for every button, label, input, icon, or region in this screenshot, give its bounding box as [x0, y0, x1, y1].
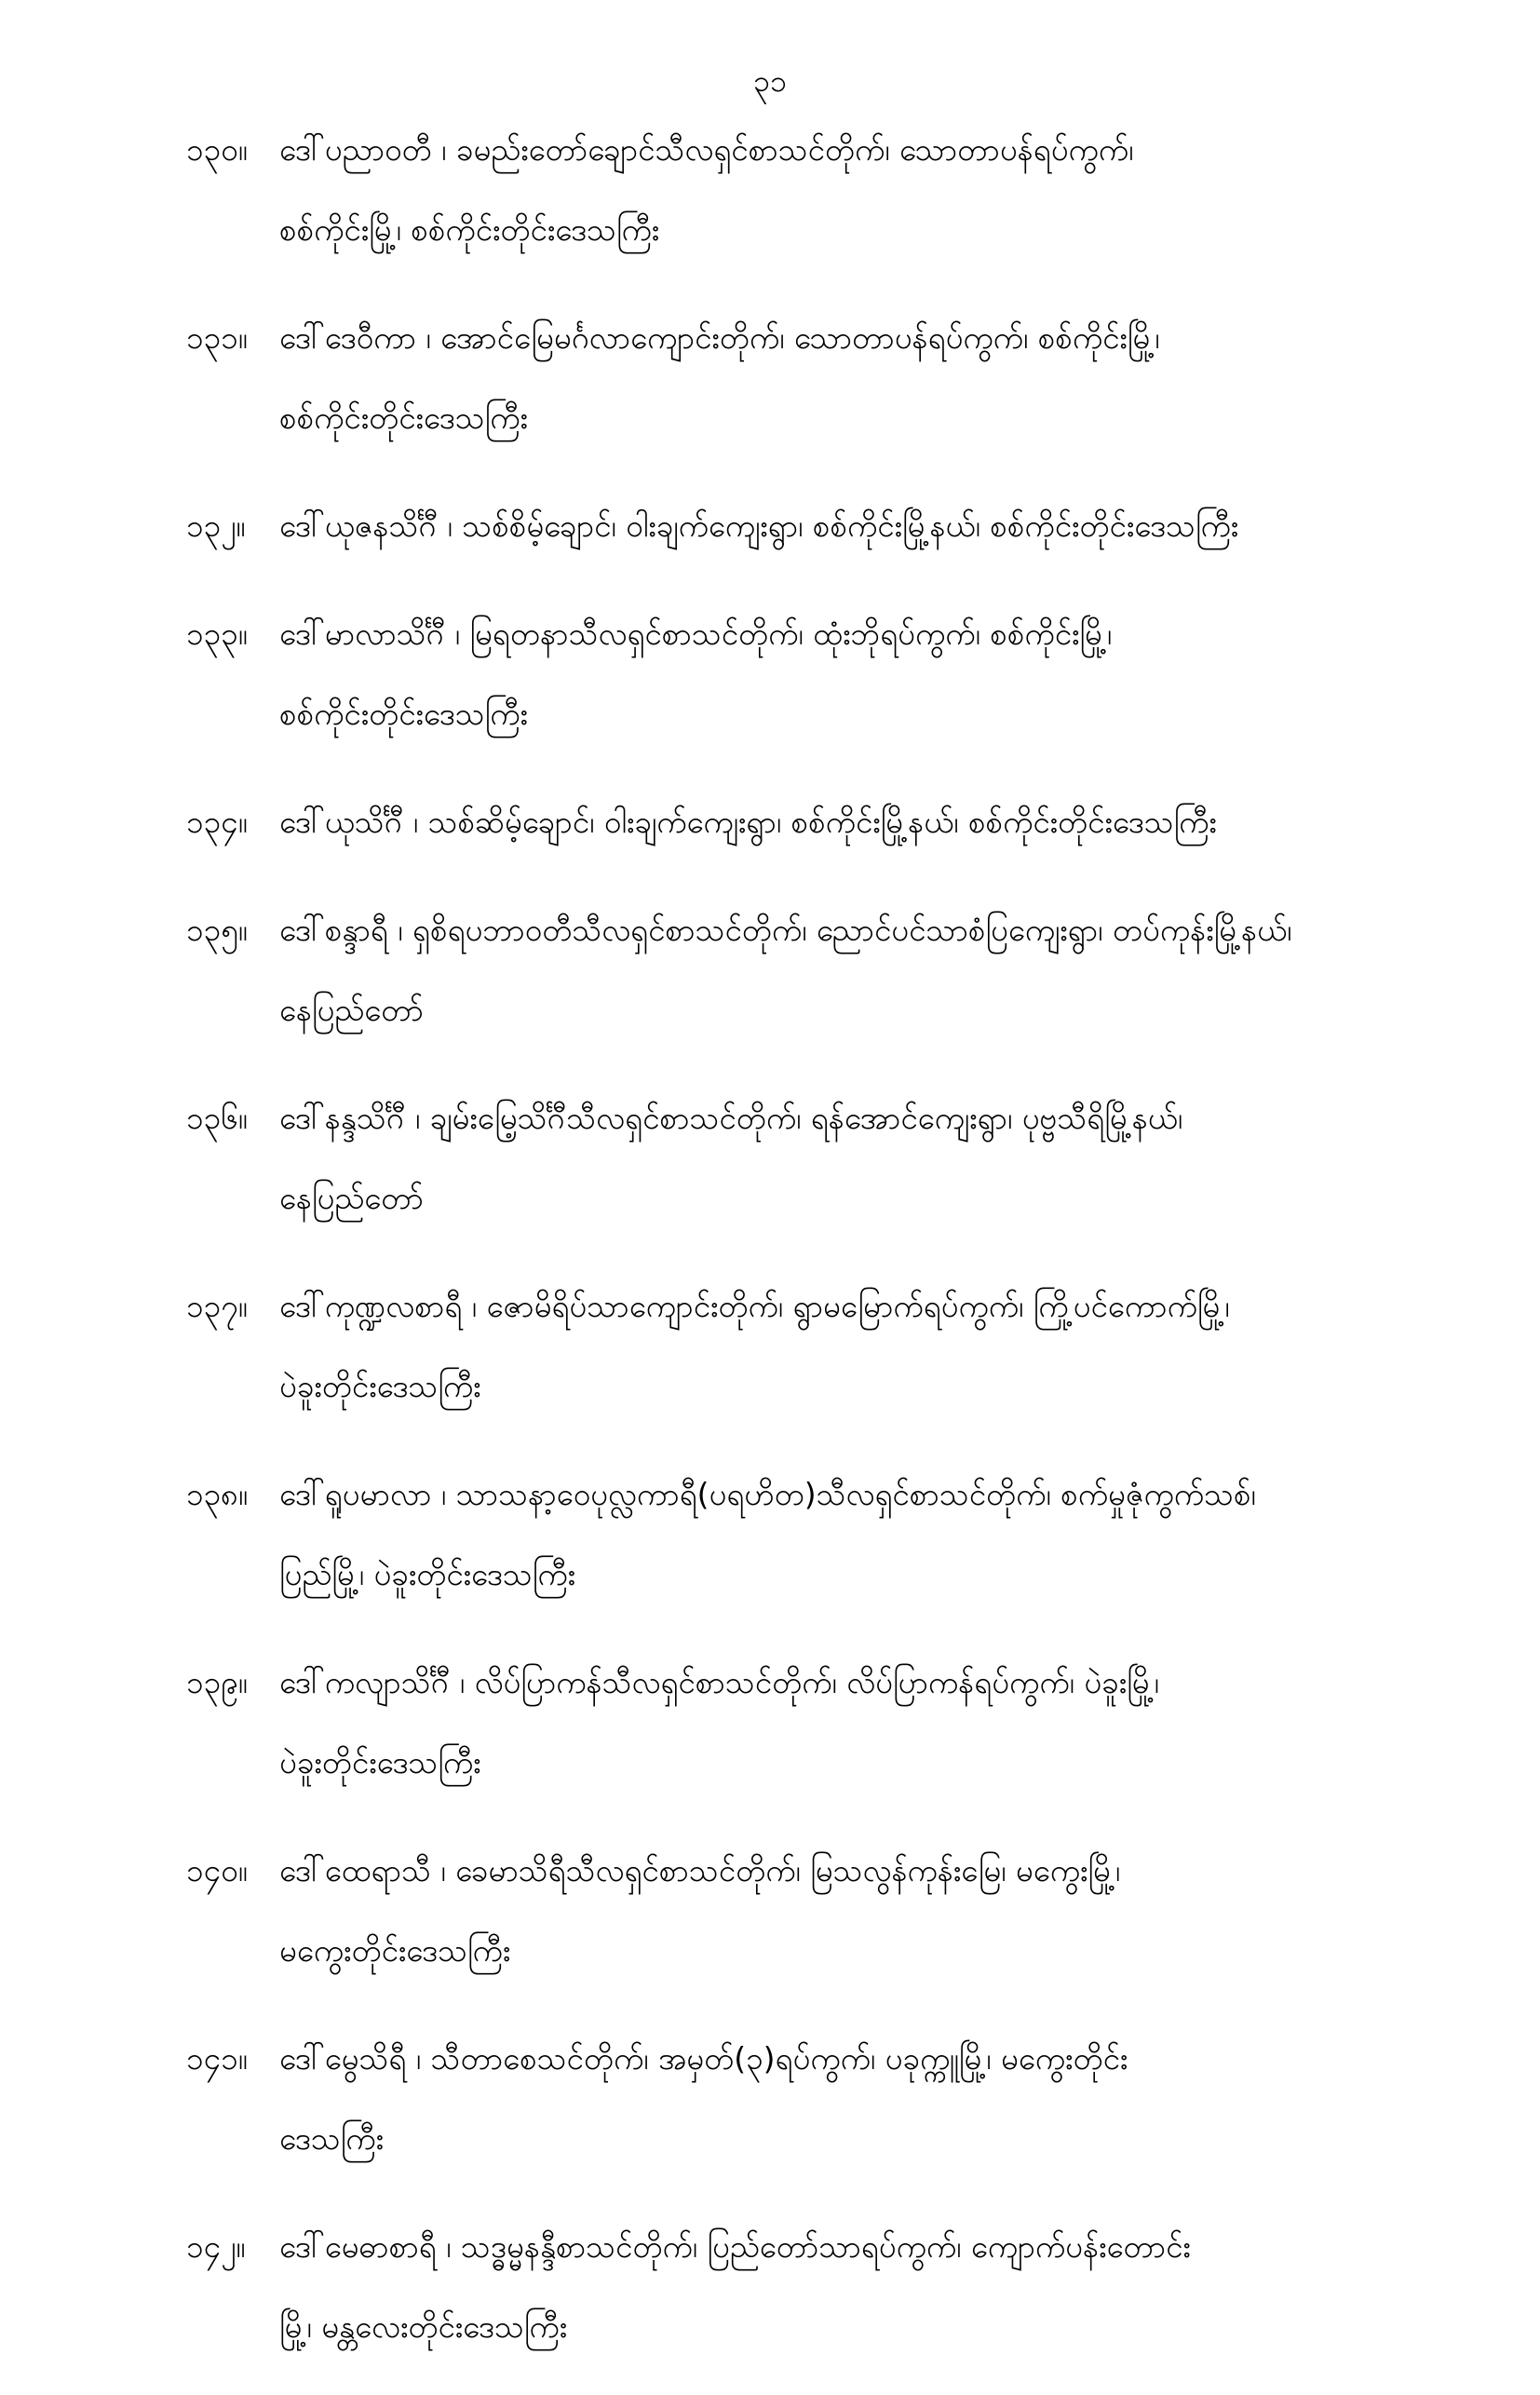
entry-line: ဒေါ်ကလျာသိင်္ဂီ ၊ လိပ်ပြာကန်သီလရှင်စာသင်တိုက်၊ လိပ်ပြာကန်ရပ်ကွက်၊ ပဲခူးမြို့၊ — [279, 1664, 1159, 1700]
entry-list — [186, 110, 1452, 2395]
entry-number: ၁၄၂။ — [186, 2228, 246, 2265]
entry-number: ၁၄၀။ — [186, 1852, 248, 1888]
entry-text — [279, 2207, 1452, 2367]
entry-number: ၁၃၇။ — [186, 1288, 248, 1324]
entry-text — [279, 1831, 1452, 1991]
entry-text — [279, 1643, 1452, 1803]
entry-continuation-line: ပြည်မြို့၊ ပဲခူးတိုင်းဒေသကြီး — [279, 1556, 575, 1592]
entry-number: ၁၃၅။ — [186, 912, 248, 948]
entry-line: ဒေါ်စန္ဒာရီ ၊ ရှစိရပဘာဝတီသီလရှင်စာသင်တိုက်၊ ညောင်ပင်သာစံပြကျေးရွာ၊ တပ်ကုန်းမြို့နယ်၊ — [279, 912, 1292, 948]
entry-number: ၁၄၁။ — [186, 2040, 248, 2077]
entry-text — [279, 1266, 1452, 1427]
entry-continuation-line: စစ်ကိုင်းတိုင်းဒေသကြီး — [279, 696, 528, 732]
entry-text — [279, 1078, 1452, 1238]
list-item — [186, 1455, 1452, 1615]
entry-line: ဒေါ်ပညာဝတီ ၊ ခမည်းတော်ချောင်သီလရှင်စာသင်တိုက်၊ သောတာပန်ရပ်ကွက်၊ — [279, 131, 1134, 168]
entry-number: ၁၃၀။ — [186, 131, 248, 168]
entry-continuation-line: စစ်ကိုင်းတိုင်းဒေသကြီး — [279, 399, 528, 436]
entry-continuation-line: မကွေးတိုင်းဒေသကြီး — [279, 1932, 511, 1969]
entry-number: ၁၃၈။ — [186, 1476, 248, 1512]
entry-continuation-line: ပဲခူးတိုင်းဒေသကြီး — [279, 1744, 481, 1780]
entry-line: ဒေါ်နန္ဒသိင်္ဂီ ၊ ချမ်းမြေ့သိင်္ဂီသီလရှင်စာသင်တိုက်၊ ရန်အောင်ကျေးရွာ၊ ပုဗ္ဗသီရိမြို့နယ်၊ — [279, 1100, 1183, 1136]
list-item — [186, 594, 1452, 754]
list-item — [186, 2019, 1452, 2179]
entry-number: ၁၃၉။ — [186, 1664, 248, 1700]
entry-text — [279, 298, 1452, 458]
page-number: ၃၁ — [753, 63, 787, 99]
entry-line: ဒေါ်ကုဏ္ဍလစာရီ ၊ ဇောမိရိပ်သာကျောင်းတိုက်၊ ရွာမမြောက်ရပ်ကွက်၊ ကြို့ပင်ကောက်မြို့၊ — [279, 1288, 1230, 1324]
entry-text — [279, 486, 1452, 566]
entry-number: ၁၃၄။ — [186, 804, 248, 840]
list-item — [186, 782, 1452, 862]
entry-continuation-line: ဒေသကြီး — [279, 2120, 384, 2157]
entry-continuation-line: နေပြည်တော် — [279, 992, 424, 1028]
list-item — [186, 1078, 1452, 1238]
entry-line: ဒေါ်ရူပမာလာ ၊ သာသနာ့ဝေပုလ္လကာရီ(ပရဟိတ)သီလရှင်စာသင်တိုက်၊ စက်မှုဇုံကွက်သစ်၊ — [279, 1476, 1256, 1512]
list-item — [186, 486, 1452, 566]
entry-line: ဒေါ်ဒေဝီကာ ၊ အောင်မြေမင်္ဂလာကျောင်းတိုက်၊ သောတာပန်ရပ်ကွက်၊ စစ်ကိုင်းမြို့၊ — [279, 319, 1160, 356]
list-item — [186, 2207, 1452, 2367]
entry-continuation-line: နေပြည်တော် — [279, 1180, 424, 1216]
entry-number: ၁၃၃။ — [186, 616, 248, 652]
entry-text — [279, 890, 1452, 1050]
entry-continuation-line: စစ်ကိုင်းမြို့၊ စစ်ကိုင်းတိုင်းဒေသကြီး — [279, 211, 660, 248]
entry-line: ဒေါ်မွေသိရီ ၊ သီတာစေသင်တိုက်၊ အမှတ်(၃)ရပ်ကွက်၊ ပခုက္ကူမြို့၊ မကွေးတိုင်း — [279, 2040, 1128, 2077]
entry-number: ၁၃၆။ — [186, 1100, 248, 1136]
entry-line: ဒေါ်မေဓာစာရီ ၊ သဒ္ဓမ္မနန္ဒီစာသင်တိုက်၊ ပြည်တော်သာရပ်ကွက်၊ ကျောက်ပန်းတောင်း — [279, 2228, 1191, 2265]
entry-continuation-line: မြို့၊ မန္တလေးတိုင်းဒေသကြီး — [279, 2308, 568, 2345]
entry-line: ဒေါ်ယုဇနသိင်္ဂီ ၊ သစ်စိမ့်ချောင်၊ ဝါးချက်ကျေးရွာ၊ စစ်ကိုင်းမြို့နယ်၊ စစ်ကိုင်းတိုင်းဒေသကြီး — [279, 507, 1239, 544]
list-item — [186, 1643, 1452, 1803]
entry-continuation-line: ပဲခူးတိုင်းဒေသကြီး — [279, 1368, 481, 1404]
list-item — [186, 298, 1452, 458]
entry-text — [279, 782, 1452, 862]
list-item — [186, 1831, 1452, 1991]
entry-number: ၁၃၂။ — [186, 507, 246, 544]
entry-text — [279, 1455, 1452, 1615]
entry-text — [279, 110, 1452, 270]
entry-number: ၁၃၁။ — [186, 319, 248, 356]
entry-line: ဒေါ်ယုသိင်္ဂီ ၊ သစ်ဆိမ့်ချောင်၊ ဝါးချက်ကျေးရွာ၊ စစ်ကိုင်းမြို့နယ်၊ စစ်ကိုင်းတိုင်းဒေသကြီး — [279, 804, 1217, 840]
entry-text — [279, 2019, 1452, 2179]
list-item — [186, 890, 1452, 1050]
entry-text — [279, 594, 1452, 754]
list-item — [186, 110, 1452, 270]
entry-line: ဒေါ်ထေရာသီ ၊ ခေမာသိရီသီလရှင်စာသင်တိုက်၊ မြသလွန်ကုန်းမြေ၊ မကွေးမြို့၊ — [279, 1852, 1121, 1888]
entry-line: ဒေါ်မာလာသိင်္ဂီ ၊ မြရတနာသီလရှင်စာသင်တိုက်၊ ထုံးဘိုရပ်ကွက်၊ စစ်ကိုင်းမြို့၊ — [279, 616, 1113, 652]
list-item — [186, 1266, 1452, 1427]
